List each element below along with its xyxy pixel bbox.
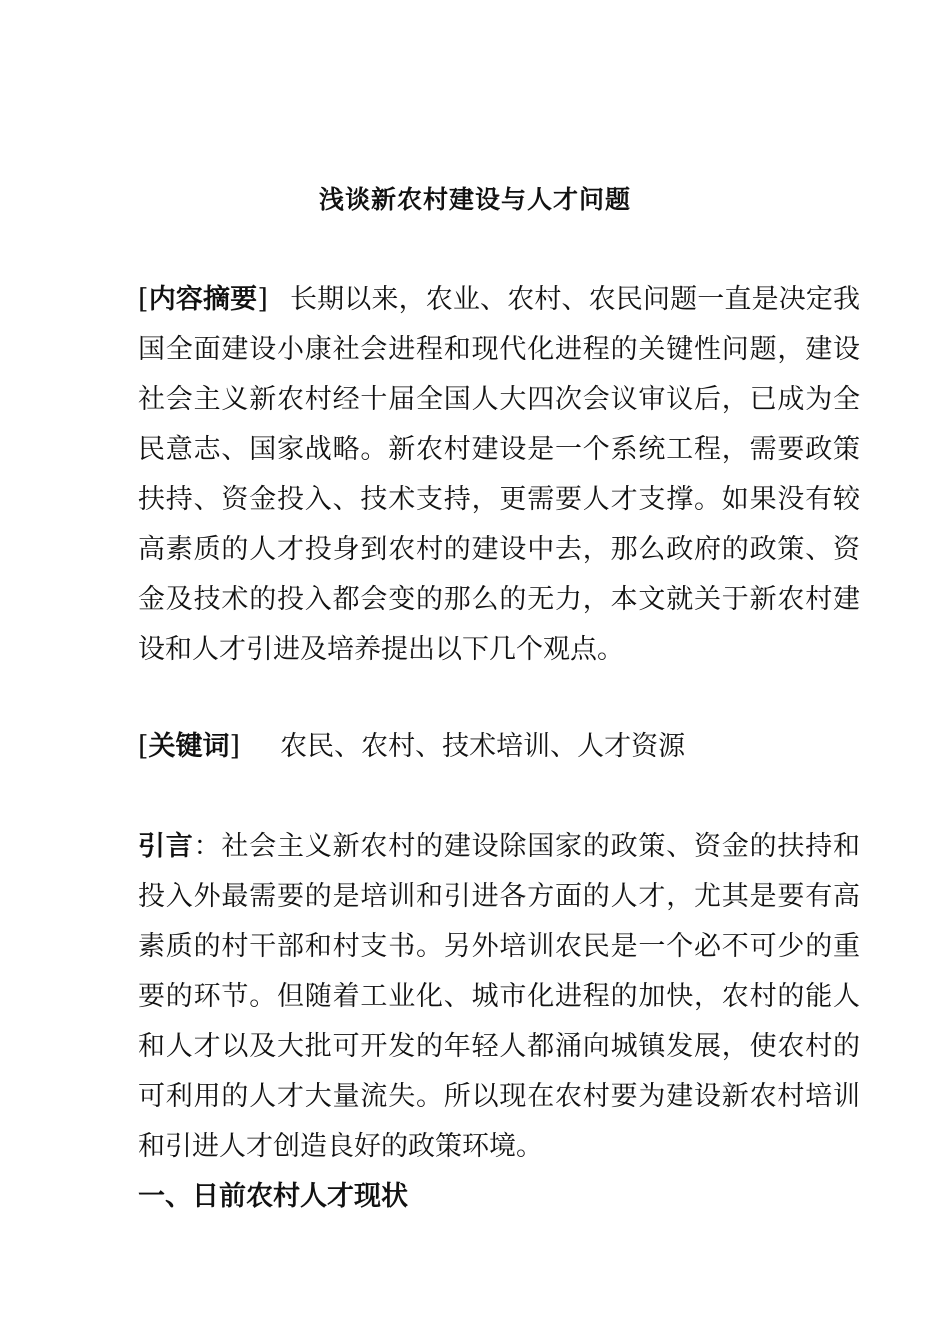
document-title: 浅谈新农村建设与人才问题 [318, 185, 631, 214]
abstract-label: 内容摘要 [148, 284, 258, 315]
keywords-text: 农民、农村、技术培训、人才资源 [280, 731, 686, 762]
section-heading: 一、日前农村人才现状 [138, 1181, 408, 1212]
intro-text: 社会主义新农村的建设除国家的政策、资金的扶持和投入外最需要的是培训和引进各方面的人才，尤其是要有高素质的村干部和村支书。另外培训农民是一个必不可少的重要的环节。但随着工业化、城市化进程的加快，农村的能人和人才以及大批可开发的年轻人都涌向城镇发展，使农村的可利用的人才大量流失。所以现在农村要为建设新农村培训和引进人才创造良好的政策环境。 [138, 831, 861, 1162]
abstract-text: 长期以来，农业、农村、农民问题一直是决定我国全面建设小康社会进程和现代化进程的关键性问题，建设社会主义新农村经十届全国人大四次会议审议后，已成为全民意志、国家战略。新农村建设是一个系统工程，需要政策扶持、资金投入、技术支持，更需要人才支撑。如果没有较高素质的人才投身到农村的建设中去，那么政府的政策、资金及技术的投入都会变的那么的无力，本文就关于新农村建设和人才引进及培养提出以下几个观点。 [138, 284, 861, 665]
keywords-label-close: ] [229, 731, 241, 762]
intro-label: 引言 [138, 831, 194, 862]
intro-colon: ： [193, 831, 222, 862]
keywords-label: 关键词 [148, 731, 230, 762]
intro-paragraph [138, 822, 860, 1172]
abstract-paragraph [138, 275, 860, 675]
abstract-label-open: [ [138, 284, 149, 315]
abstract-label-close: ] [257, 284, 268, 315]
keywords-label-open: [ [138, 731, 149, 762]
keywords-paragraph [138, 722, 860, 772]
